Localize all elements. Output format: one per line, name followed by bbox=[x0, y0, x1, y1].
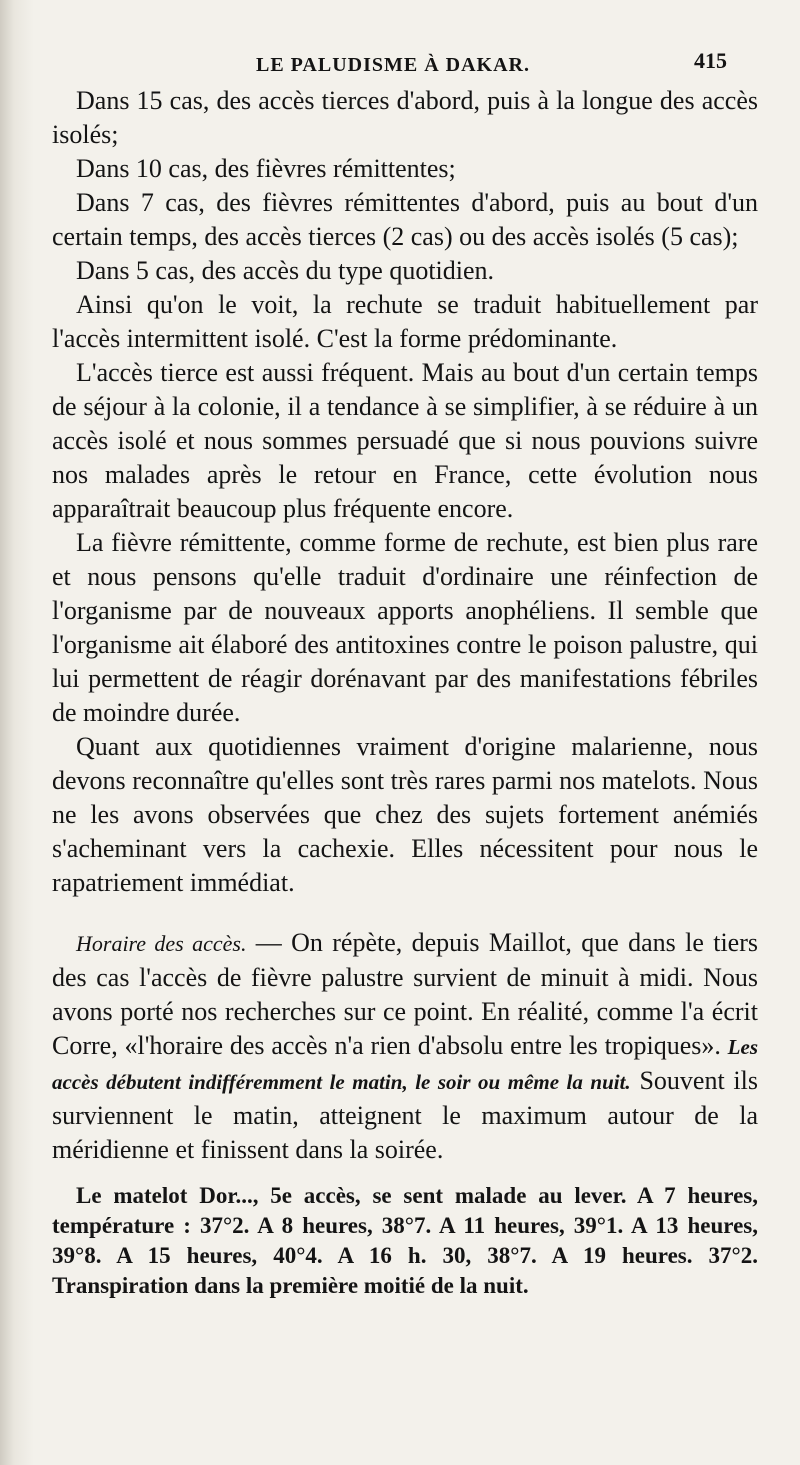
horaire-label: Horaire des accès. bbox=[76, 931, 247, 956]
paragraph-rechute: Ainsi qu'on le voit, la rechute se traduit habituellement par l'accès intermittent isolé. C'est la forme prédominante. bbox=[52, 290, 758, 353]
paragraph-observation: Le matelot Dor..., 5e accès, se sent malade au lever. A 7 heures, température : 37°2. A 8 heures, 38°7. A 11 heures, 39°1. A 13 heures, 39°8. A 15 heures, 40°4. A 16 h. 30, 38°7. A 19 heures. 37°2. Transpiration dans la première moitié de la nuit. bbox=[52, 1183, 758, 1298]
paragraph-cases-5: Dans 5 cas, des accès du type quotidien. bbox=[76, 256, 495, 285]
horaire-text-1: — On répète, depuis Maillot, que dans le tiers des cas l'accès de fièvre palustre survient de minuit à midi. Nous avons porté nos recherches sur ce point. En réalité, comme l'a écrit Corre, «l'horaire des accès n'a rien d'absolu entre les tropiques». bbox=[52, 928, 758, 1060]
horaire-emphasis: Les accès débutent indifféremment le matin, le soir ou même la nuit. bbox=[52, 1035, 758, 1094]
paragraph-cases-10: Dans 10 cas, des fièvres rémittentes; bbox=[76, 154, 456, 183]
body-text bbox=[52, 84, 758, 1301]
paragraph-horaire bbox=[52, 926, 758, 1167]
horaire-text-2: Souvent ils surviennent le matin, atteignent le maximum autour de la méridienne et finissent dans la soirée. bbox=[52, 1066, 758, 1164]
running-title: LE PALUDISME À DAKAR. bbox=[256, 54, 530, 76]
paragraph-cases-7: Dans 7 cas, des fièvres rémittentes d'abord, puis au bout d'un certain temps, des accès tierces (2 cas) ou des accès isolés (5 cas); bbox=[52, 188, 758, 251]
page-header bbox=[0, 48, 800, 78]
page-number: 415 bbox=[694, 48, 727, 73]
paragraph-quotidiennes: Quant aux quotidiennes vraiment d'origine malarienne, nous devons reconnaître qu'elles sont très rares parmi nos matelots. Nous ne les avons observées que chez des sujets fortement anémiés s'acheminant vers la cachexie. Elles nécessitent pour nous le rapatriement immédiat. bbox=[52, 732, 758, 897]
paragraph-cases-15: Dans 15 cas, des accès tierces d'abord, puis à la longue des accès isolés; bbox=[52, 86, 758, 149]
paragraph-fievre-remittente: La fièvre rémittente, comme forme de rechute, est bien plus rare et nous pensons qu'elle traduit d'ordinaire une réinfection de l'organisme par de nouveaux apports anophéliens. Il semble que l'organisme ait élaboré des antitoxines contre le poison palustre, qui lui permettent de réagir dorénavant par des manifestations fébriles de moindre durée. bbox=[52, 528, 758, 727]
paragraph-acces-tierce: L'accès tierce est aussi fréquent. Mais au bout d'un certain temps de séjour à la colonie, il a tendance à se simplifier, à se réduire à un accès isolé et nous sommes persuadé que si nous pouvions suivre nos malades après le retour en France, cette évolution nous apparaîtrait beaucoup plus fréquente encore. bbox=[52, 358, 758, 523]
